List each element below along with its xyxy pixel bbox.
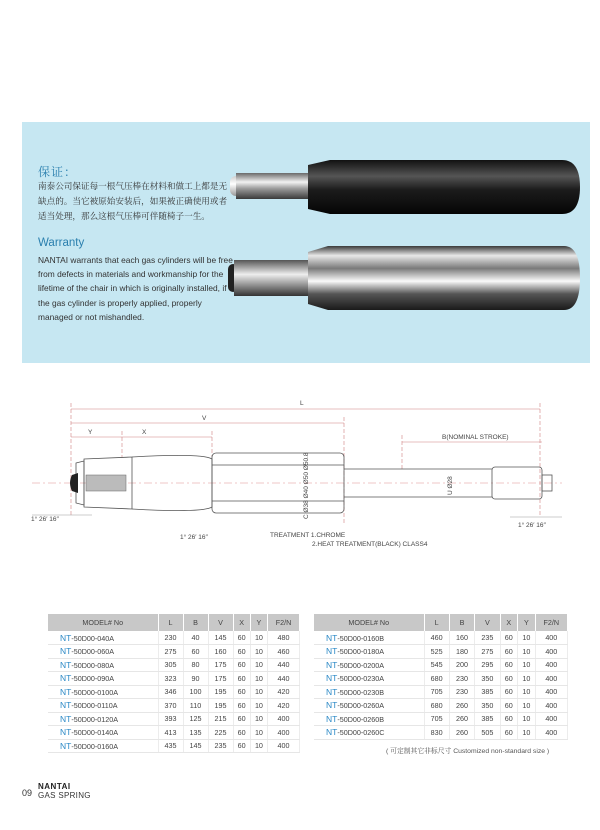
cell-x: 60 [233, 739, 250, 753]
col-y: Y [518, 614, 536, 631]
cell-v: 175 [208, 658, 233, 672]
cell-x: 60 [233, 645, 250, 659]
cell-b: 100 [183, 685, 208, 699]
col-v: V [475, 614, 500, 631]
model-cell [48, 672, 158, 686]
model-number: -50D00-0100A [71, 687, 119, 697]
model-number: -50D00-0160B [337, 633, 385, 643]
cylinder-technical-drawing [22, 395, 590, 555]
cell-v: 195 [208, 699, 233, 713]
cell-y: 10 [250, 712, 267, 726]
cell-x: 60 [500, 672, 518, 686]
cell-x: 60 [500, 685, 518, 699]
model-number: -50D00-0260A [337, 701, 385, 711]
model-prefix: NT [60, 727, 72, 738]
table-row [48, 739, 300, 753]
model-cell [48, 726, 158, 740]
table-row [48, 712, 300, 726]
model-cell [314, 672, 424, 686]
model-prefix: NT [60, 673, 72, 684]
cell-l: 705 [424, 685, 449, 699]
model-number: -50D00-0140A [71, 728, 119, 738]
model-prefix: NT [326, 700, 338, 711]
cell-f: 400 [268, 712, 300, 726]
cell-b: 135 [183, 726, 208, 740]
model-cell [314, 699, 424, 713]
brand-subtitle: GAS SPRING [38, 791, 91, 800]
model-cell [48, 685, 158, 699]
cell-l: 230 [158, 631, 183, 645]
table-row [314, 726, 568, 740]
cell-l: 393 [158, 712, 183, 726]
model-prefix: NT [60, 686, 72, 697]
model-cell [314, 712, 424, 726]
model-prefix: NT [326, 632, 338, 643]
col-model: MODEL# No [314, 614, 424, 631]
cell-y: 10 [518, 631, 536, 645]
model-prefix: NT [326, 646, 338, 657]
angle-right-label: 1° 26′ 16″ [518, 522, 546, 529]
model-number: -50D00-0260C [337, 728, 385, 738]
cell-f: 400 [535, 672, 567, 686]
cell-b: 60 [183, 645, 208, 659]
cell-v: 385 [475, 712, 500, 726]
model-cell [48, 712, 158, 726]
cell-l: 275 [158, 645, 183, 659]
angle-left-label: 1° 26′ 16″ [31, 516, 59, 523]
warranty-body-en: NANTAI warrants that each gas cylinders will be free from defects in materials and workmanship for the lifetime of the chair in which is originally installed, if the gas cylinder is properly applied, properly managed or not mishandled. [38, 255, 233, 322]
col-l: L [424, 614, 449, 631]
cell-v: 295 [475, 658, 500, 672]
col-f2n: F2/N [268, 614, 300, 631]
cell-y: 10 [250, 658, 267, 672]
cell-x: 60 [233, 726, 250, 740]
model-number: -50D00-0260B [337, 714, 385, 724]
cell-b: 145 [183, 739, 208, 753]
model-number: -50D00-0230B [337, 687, 385, 697]
model-number: -50D00-060A [71, 647, 115, 657]
table-row [314, 712, 568, 726]
cell-x: 60 [500, 645, 518, 659]
cell-b: 260 [449, 699, 474, 713]
table-row [48, 726, 300, 740]
col-x: X [233, 614, 250, 631]
model-prefix: NT [326, 673, 338, 684]
model-prefix: NT [60, 713, 72, 724]
cell-f: 400 [535, 631, 567, 645]
cell-l: 460 [424, 631, 449, 645]
col-f2n: F2/N [535, 614, 567, 631]
model-number: -50D00-0180A [337, 647, 385, 657]
cell-x: 60 [233, 631, 250, 645]
table-row [314, 631, 568, 645]
cell-y: 10 [250, 726, 267, 740]
cell-l: 545 [424, 658, 449, 672]
cell-y: 10 [518, 685, 536, 699]
treatment-line-1: TREATMENT 1.CHROME [270, 532, 346, 539]
cell-f: 400 [535, 685, 567, 699]
dim-v-label: V [202, 415, 207, 422]
cell-f: 440 [268, 658, 300, 672]
table-row [48, 631, 300, 645]
cell-f: 440 [268, 672, 300, 686]
treatment-line-2: 2.HEAT TREATMENT(BLACK) CLASS4 [312, 541, 428, 548]
cell-l: 525 [424, 645, 449, 659]
col-model: MODEL# No [48, 614, 158, 631]
cell-f: 460 [268, 645, 300, 659]
dim-stroke-label: B(NOMINAL STROKE) [442, 434, 509, 441]
cell-b: 230 [449, 672, 474, 686]
model-number: -50D00-0110A [71, 701, 118, 711]
cell-f: 420 [268, 685, 300, 699]
model-number: -50D00-0230A [337, 674, 385, 684]
table-header-row [314, 614, 568, 631]
cell-l: 680 [424, 699, 449, 713]
col-y: Y [250, 614, 267, 631]
col-b: B [449, 614, 474, 631]
cell-l: 346 [158, 685, 183, 699]
cell-v: 350 [475, 672, 500, 686]
warranty-panel [22, 122, 590, 363]
cell-v: 215 [208, 712, 233, 726]
dim-x-label: X [142, 429, 147, 436]
model-prefix: NT [60, 659, 72, 670]
model-prefix: NT [326, 659, 338, 670]
custom-size-note: ( 可定制其它非标尺寸 Customized non-standard size ) [386, 748, 550, 755]
cell-x: 60 [233, 712, 250, 726]
model-table-right [314, 614, 568, 740]
cell-b: 125 [183, 712, 208, 726]
cell-y: 10 [250, 672, 267, 686]
cell-y: 10 [518, 672, 536, 686]
cell-b: 260 [449, 712, 474, 726]
cell-v: 195 [208, 685, 233, 699]
cell-x: 60 [500, 631, 518, 645]
cell-b: 40 [183, 631, 208, 645]
cell-f: 400 [268, 739, 300, 753]
model-prefix: NT [326, 713, 338, 724]
cell-y: 10 [250, 645, 267, 659]
table-row [48, 645, 300, 659]
model-table-left [48, 614, 300, 753]
model-number: -50D00-080A [71, 660, 115, 670]
col-l: L [158, 614, 183, 631]
model-cell [48, 631, 158, 645]
col-v: V [208, 614, 233, 631]
model-cell [48, 658, 158, 672]
cell-y: 10 [518, 712, 536, 726]
cell-b: 80 [183, 658, 208, 672]
model-cell [48, 699, 158, 713]
cell-x: 60 [500, 712, 518, 726]
cell-l: 705 [424, 712, 449, 726]
cell-x: 60 [233, 658, 250, 672]
table-row [314, 658, 568, 672]
brand-name: NANTAI [38, 782, 71, 791]
cell-y: 10 [250, 699, 267, 713]
model-prefix: NT [60, 646, 72, 657]
cell-v: 350 [475, 699, 500, 713]
chrome-gas-cylinder-image [222, 242, 582, 314]
cell-x: 60 [233, 672, 250, 686]
model-prefix: NT [326, 727, 338, 738]
model-number: -50D00-0120A [71, 714, 119, 724]
cell-v: 235 [208, 739, 233, 753]
cell-l: 680 [424, 672, 449, 686]
cell-v: 145 [208, 631, 233, 645]
model-cell [48, 645, 158, 659]
cell-v: 235 [475, 631, 500, 645]
model-number: -50D00-0200A [337, 660, 385, 670]
cell-x: 60 [500, 699, 518, 713]
model-prefix: NT [60, 632, 72, 643]
col-b: B [183, 614, 208, 631]
cell-f: 400 [535, 712, 567, 726]
cell-l: 413 [158, 726, 183, 740]
cell-y: 10 [518, 645, 536, 659]
col-x: X [500, 614, 518, 631]
cell-l: 435 [158, 739, 183, 753]
table-row [48, 685, 300, 699]
model-number: -50D00-0160A [71, 741, 119, 751]
cell-y: 10 [518, 658, 536, 672]
model-cell [314, 645, 424, 659]
page-number: 09 [22, 788, 33, 798]
cell-b: 180 [449, 645, 474, 659]
model-prefix: NT [60, 740, 72, 751]
cell-f: 420 [268, 699, 300, 713]
cell-v: 275 [475, 645, 500, 659]
cell-x: 60 [233, 685, 250, 699]
cell-l: 370 [158, 699, 183, 713]
cell-l: 305 [158, 658, 183, 672]
diameter-label-body: C Ø38 Ø40 Ø50 Ø50.8 [303, 452, 310, 519]
model-prefix: NT [60, 700, 72, 711]
cell-f: 480 [268, 631, 300, 645]
cell-y: 10 [250, 739, 267, 753]
cell-x: 60 [500, 726, 518, 740]
table-row [314, 645, 568, 659]
cell-f: 400 [535, 645, 567, 659]
cell-b: 110 [183, 699, 208, 713]
cell-x: 60 [500, 658, 518, 672]
cell-b: 160 [449, 631, 474, 645]
cell-v: 225 [208, 726, 233, 740]
table-row [48, 658, 300, 672]
cell-v: 385 [475, 685, 500, 699]
cell-f: 400 [535, 658, 567, 672]
table-header-row [48, 614, 300, 631]
cell-l: 323 [158, 672, 183, 686]
cell-y: 10 [518, 699, 536, 713]
cell-v: 160 [208, 645, 233, 659]
cell-b: 230 [449, 685, 474, 699]
warranty-title-en: Warranty [38, 237, 85, 249]
cell-y: 10 [250, 631, 267, 645]
table-row [48, 699, 300, 713]
cell-b: 90 [183, 672, 208, 686]
diameter-label-rod: U Ø28 [447, 476, 454, 495]
dim-l-label: L [300, 400, 304, 407]
warranty-title-cn: 保证： [38, 165, 78, 179]
model-number: -50D00-040A [71, 633, 115, 643]
dim-y-label: Y [88, 429, 93, 436]
cell-b: 260 [449, 726, 474, 740]
table-row [314, 699, 568, 713]
model-cell [314, 631, 424, 645]
model-cell [48, 739, 158, 753]
cell-x: 60 [233, 699, 250, 713]
cell-v: 505 [475, 726, 500, 740]
table-row [314, 685, 568, 699]
warranty-body-cn: 南泰公司保证每一根气压棒在材料和做工上都是无缺点的。当它被原始安装后，如果被正确使用或者适当处理，那么这根气压棒可伴随椅子一生。 [38, 181, 228, 221]
black-gas-cylinder-image [222, 156, 582, 218]
cell-y: 10 [518, 726, 536, 740]
model-prefix: NT [326, 686, 338, 697]
model-cell [314, 726, 424, 740]
cell-v: 175 [208, 672, 233, 686]
model-number: -50D00-090A [71, 674, 115, 684]
table-row [314, 672, 568, 686]
cell-f: 400 [268, 726, 300, 740]
cell-f: 400 [535, 699, 567, 713]
cell-f: 400 [535, 726, 567, 740]
cell-y: 10 [250, 685, 267, 699]
cell-b: 200 [449, 658, 474, 672]
table-row [48, 672, 300, 686]
model-cell [314, 658, 424, 672]
model-cell [314, 685, 424, 699]
cell-l: 830 [424, 726, 449, 740]
angle-bottom-label: 1° 26′ 16″ [180, 534, 208, 541]
